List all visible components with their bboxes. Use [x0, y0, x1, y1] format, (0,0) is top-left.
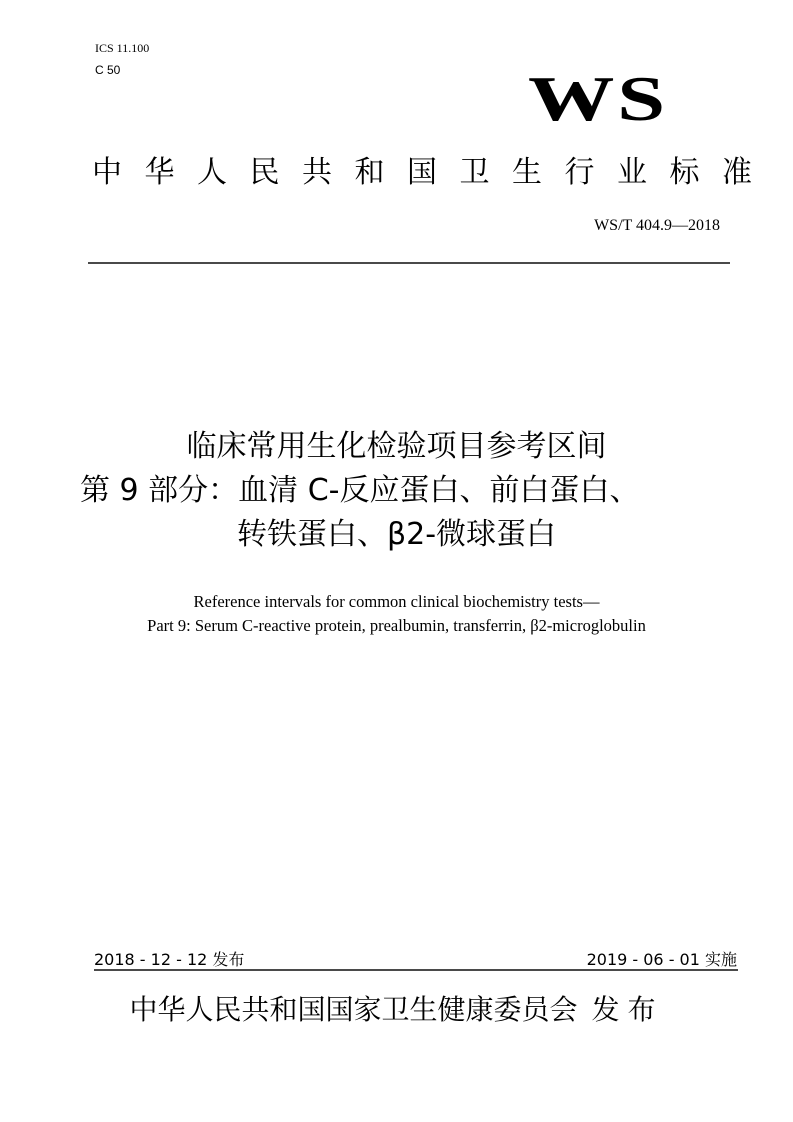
- ics-code: ICS 11.100: [95, 41, 150, 55]
- publish-label: 发布: [591, 993, 664, 1026]
- english-title: [0, 590, 793, 638]
- header-divider: [88, 262, 730, 264]
- english-title-line-2: Part 9: Serum C-reactive protein, prealbumin, transferrin, β2-microglobulin: [147, 616, 646, 635]
- chinese-title-line-1: 临床常用生化检验项目参考区间: [186, 429, 607, 464]
- ws-logo: WS: [528, 63, 668, 134]
- ccs-code: C 50: [95, 63, 121, 77]
- footer-divider: [94, 969, 738, 971]
- chinese-title-line-3: 转铁蛋白、β2-微球蛋白: [236, 517, 557, 552]
- implementation-date: 2019 - 06 - 01 实施: [586, 950, 737, 969]
- standard-number: WS/T 404.9—2018: [594, 217, 720, 234]
- chinese-title-line-2: 第 9 部分：血清 C-反应蛋白、前白蛋白、: [80, 473, 640, 508]
- chinese-title: [0, 425, 793, 557]
- english-title-line-1: Reference intervals for common clinical biochemistry tests—: [193, 592, 600, 611]
- industry-standard-heading: 中华人民共和国卫生行业标准: [92, 155, 775, 190]
- publisher-line: [0, 990, 793, 1030]
- publisher-name: 中华人民共和国国家卫生健康委员会: [129, 993, 578, 1026]
- issue-date: 2018 - 12 - 12 发布: [94, 950, 245, 969]
